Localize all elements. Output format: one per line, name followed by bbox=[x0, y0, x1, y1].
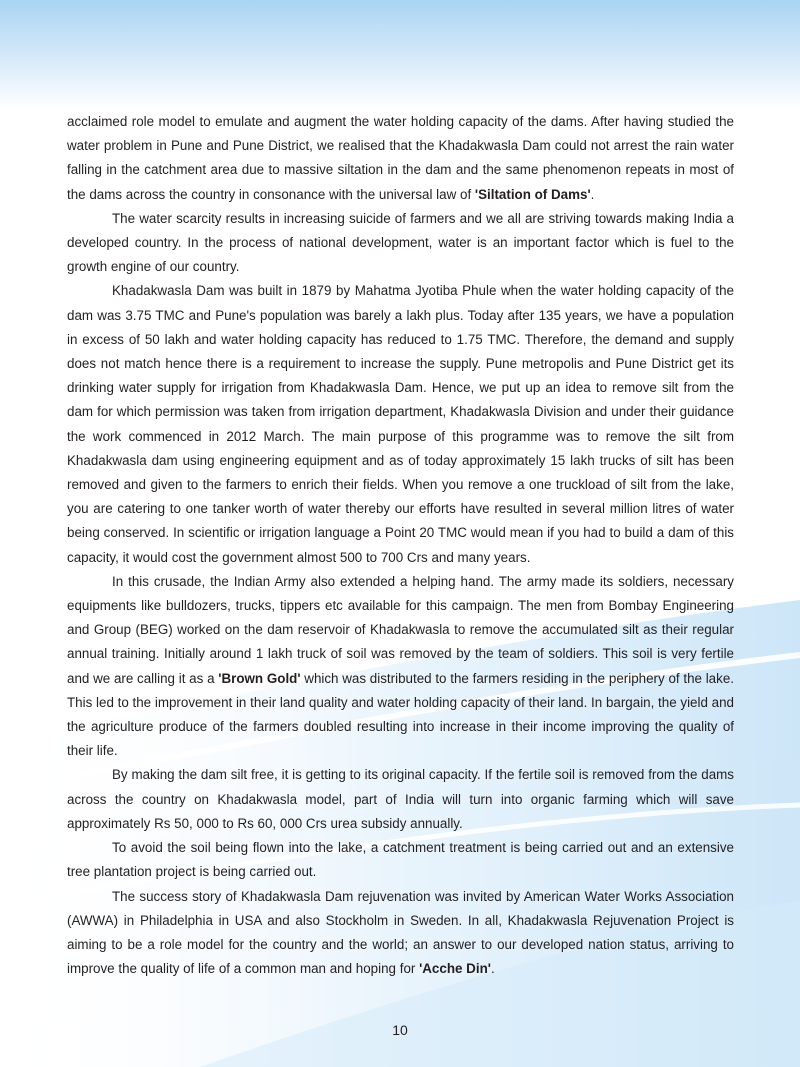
page-number: 10 bbox=[392, 1022, 408, 1038]
paragraph bbox=[67, 207, 734, 280]
paragraph bbox=[67, 763, 734, 836]
paragraph-text: The success story of Khadakwasla Dam rejuvenation was invited by American Water Works Association (AWWA) in Philadelphia in USA and also Stockholm in Sweden. In all, Khadakwasla Rejuvenation Project is aiming to be a role model for the country and the world; an answer to our developed nation status, arriving to improve the quality of life of a common man and hoping for bbox=[67, 888, 734, 977]
paragraph-text: Khadakwasla Dam was built in 1879 by Mahatma Jyotiba Phule when the water holding capacity of the dam was 3.75 TMC and Pune's population was barely a lakh plus. Today after 135 years, we have a population in excess of 50 lakh and water holding capacity has reduced to 1.75 TMC. Therefore, the demand and supply does not match hence there is a requirement to increase the supply. Pune metropolis and Pune District get its drinking water supply for irrigation from Khadakwasla Dam. Hence, we put up an idea to remove silt from the dam for which permission was taken from irrigation department, Khadakwasla Division and under their guidance the work commenced in 2012 March. The main purpose of this programme was to remove the silt from Khadakwasla dam using engineering equipment and as of today approximately 15 lakh trucks of silt has been removed and given to the farmers to enrich their fields. When you remove a one truckload of silt from the lake, you are catering to one tanker worth of water thereby our efforts have resulted in several million litres of water being conserved. In scientific or irrigation language a Point 20 TMC would mean if you had to build a dam of this capacity, it would cost the government almost 500 to 700 Crs and many years. bbox=[67, 283, 734, 565]
paragraph-text: In this crusade, the Indian Army also extended a helping hand. The army made its soldiers, necessary equipments like bulldozers, trucks, tippers etc available for this campaign. The men from Bombay Engineering and Group (BEG) worked on the dam reservoir of Khadakwasla to remove the accumulated silt as their regular annual training. Initially around 1 lakh truck of soil was removed by the team of soldiers. This soil is very fertile and we are calling it as a bbox=[67, 573, 734, 686]
paragraph bbox=[67, 279, 734, 569]
paragraph-text: By making the dam silt free, it is getting to its original capacity. If the fertile soil is removed from the dams across the country on Khadakwasla model, part of India will turn into organic farming which will save approximately Rs 50, 000 to Rs 60, 000 Crs urea subsidy annually. bbox=[67, 767, 734, 831]
paragraph bbox=[67, 110, 734, 207]
paragraph bbox=[67, 836, 734, 884]
body-text bbox=[67, 110, 734, 981]
emphasis-text: 'Acche Din' bbox=[419, 961, 491, 977]
paragraph-text: To avoid the soil being flown into the lake, a catchment treatment is being carried out and an extensive tree plantation project is being carried out. bbox=[67, 840, 734, 880]
emphasis-text: 'Siltation of Dams' bbox=[474, 186, 591, 202]
paragraph-text: . bbox=[590, 186, 595, 202]
paragraph-text: which was distributed to the farmers residing in the periphery of the lake. This led to the improvement in their land quality and water holding capacity of their land. In bargain, the yield and the agriculture produce of the farmers doubled resulting into increase in their income improving the quality of their life. bbox=[67, 670, 734, 759]
emphasis-text: 'Brown Gold' bbox=[218, 670, 301, 686]
paragraph bbox=[67, 885, 734, 982]
paragraph-text: The water scarcity results in increasing suicide of farmers and we all are striving towards making India a developed country. In the process of national development, water is an important factor which is fuel to the growth engine of our country. bbox=[67, 210, 734, 275]
paragraph-text: acclaimed role model to emulate and augment the water holding capacity of the dams. After having studied the water problem in Pune and Pune District, we realised that the Khadakwasla Dam could not arrest the rain water falling in the catchment area due to massive siltation in the dam and the same phenomenon repeats in most of the dams across the country in consonance with the universal law of bbox=[67, 114, 734, 202]
paragraph bbox=[67, 570, 734, 764]
paragraph-text: . bbox=[490, 961, 495, 977]
